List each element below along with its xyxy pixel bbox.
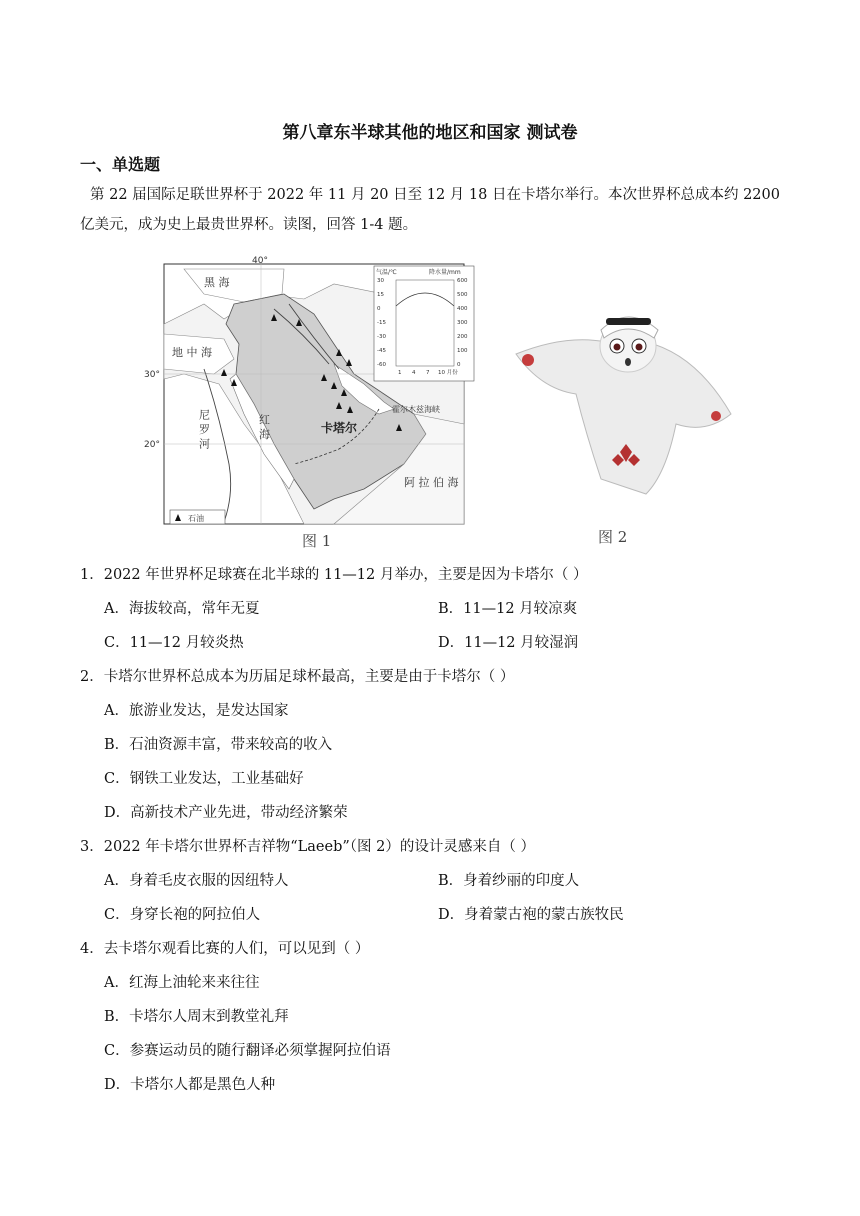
question-intro: 第 22 届国际足联世界杯于 2022 年 11 月 20 日至 12 月 18 日在卡塔尔举行。本次世界杯总成本约 2200 亿美元，成为史上最贵世界杯。读图，回答 1-4 题。 [80,187,780,233]
precip-unit-label: 降水量/mm [429,269,461,276]
q4-option-a[interactable]: A．红海上油轮来来往往 [104,975,260,991]
q1-option-a[interactable]: A．海拔较高，常年无夏 [104,601,260,617]
q2-option-b[interactable]: B．石油资源丰富，带来较高的收入 [104,737,333,753]
temp-tick-label: 30 [377,278,384,284]
question-1-stem: 1．2022 年世界杯足球赛在北半球的 11—12 月举办，主要是因为卡塔尔（ ） [80,567,588,583]
q3-option-d[interactable]: D．身着蒙古袍的蒙古族牧民 [438,907,624,923]
climate-chart [374,266,474,381]
month-tick-10: 10 月份 [438,370,458,376]
q2-option-d[interactable]: D．高新技术产业先进，带动经济繁荣 [104,805,348,821]
q4-option-c[interactable]: C．参赛运动员的随行翻译必须掌握阿拉伯语 [104,1043,391,1059]
q4-option-b[interactable]: B．卡塔尔人周末到教堂礼拜 [104,1009,289,1025]
precip-tick-label: 0 [457,362,461,368]
temp-tick-label: -45 [377,348,386,354]
q1-option-b[interactable]: B．11—12 月较凉爽 [438,601,578,617]
precip-tick-label: 500 [457,292,468,298]
page-title: 第八章东半球其他的地区和国家 测试卷 [282,123,578,143]
mascot-illustration [506,294,736,494]
figure2-caption: 图 2 [598,528,628,546]
mediterranean-label: 地 中 海 [172,346,212,359]
question-2-stem: 2．卡塔尔世界杯总成本为历届足球杯最高，主要是由于卡塔尔（ ） [80,669,515,685]
q2-option-c[interactable]: C．钢铁工业发达，工业基础好 [104,771,304,787]
month-tick-4: 4 [412,370,416,376]
map-lat30-label: 30° [144,370,160,380]
precip-tick-label: 600 [457,278,468,284]
figures [138,254,738,554]
precip-tick-label: 100 [457,348,468,354]
precip-tick-label: 200 [457,334,468,340]
black-sea-label: 黑 海 [204,276,230,289]
q2-option-a[interactable]: A．旅游业发达，是发达国家 [104,703,289,719]
precip-tick-label: 300 [457,320,468,326]
arabian-sea-label: 阿 拉 伯 海 [404,476,459,489]
red-sea-label: 红 海 [257,414,271,440]
temp-tick-label: 0 [377,306,381,312]
q3-option-a[interactable]: A．身着毛皮衣服的因纽特人 [104,873,289,889]
month-tick-7: 7 [426,370,430,376]
nile-label: 尼 罗 河 [197,409,211,449]
section-heading: 一、单选题 [80,155,161,174]
q4-option-d[interactable]: D．卡塔尔人都是黑色人种 [104,1077,276,1093]
q1-option-c[interactable]: C．11—12 月较炎热 [104,635,244,651]
hormuz-label: 霍尔木兹海峡 [392,405,440,414]
map-lon-label: 40° [252,256,268,266]
month-tick-1: 1 [398,370,402,376]
question-4-stem: 4．去卡塔尔观看比赛的人们，可以见到（ ） [80,941,370,957]
q1-option-d[interactable]: D．11—12 月较湿润 [438,635,579,651]
temp-tick-label: -60 [377,362,386,368]
legend-oil-label: 石油 [188,514,204,523]
temp-tick-label: 15 [377,292,384,298]
question-3-stem: 3．2022 年卡塔尔世界杯吉祥物“Laeeb”（图 2）的设计灵感来自（ ） [80,839,535,855]
temp-unit-label: 气温/℃ [376,269,397,276]
precip-tick-label: 400 [457,306,468,312]
temp-tick-label: -15 [377,320,386,326]
q3-option-c[interactable]: C．身穿长袍的阿拉伯人 [104,907,261,923]
q3-option-b[interactable]: B．身着纱丽的印度人 [438,873,580,889]
map-lat20-label: 20° [144,440,160,450]
temp-tick-label: -30 [377,334,386,340]
qatar-label: 卡塔尔 [321,421,358,435]
figure1-caption: 图 1 [302,532,332,550]
